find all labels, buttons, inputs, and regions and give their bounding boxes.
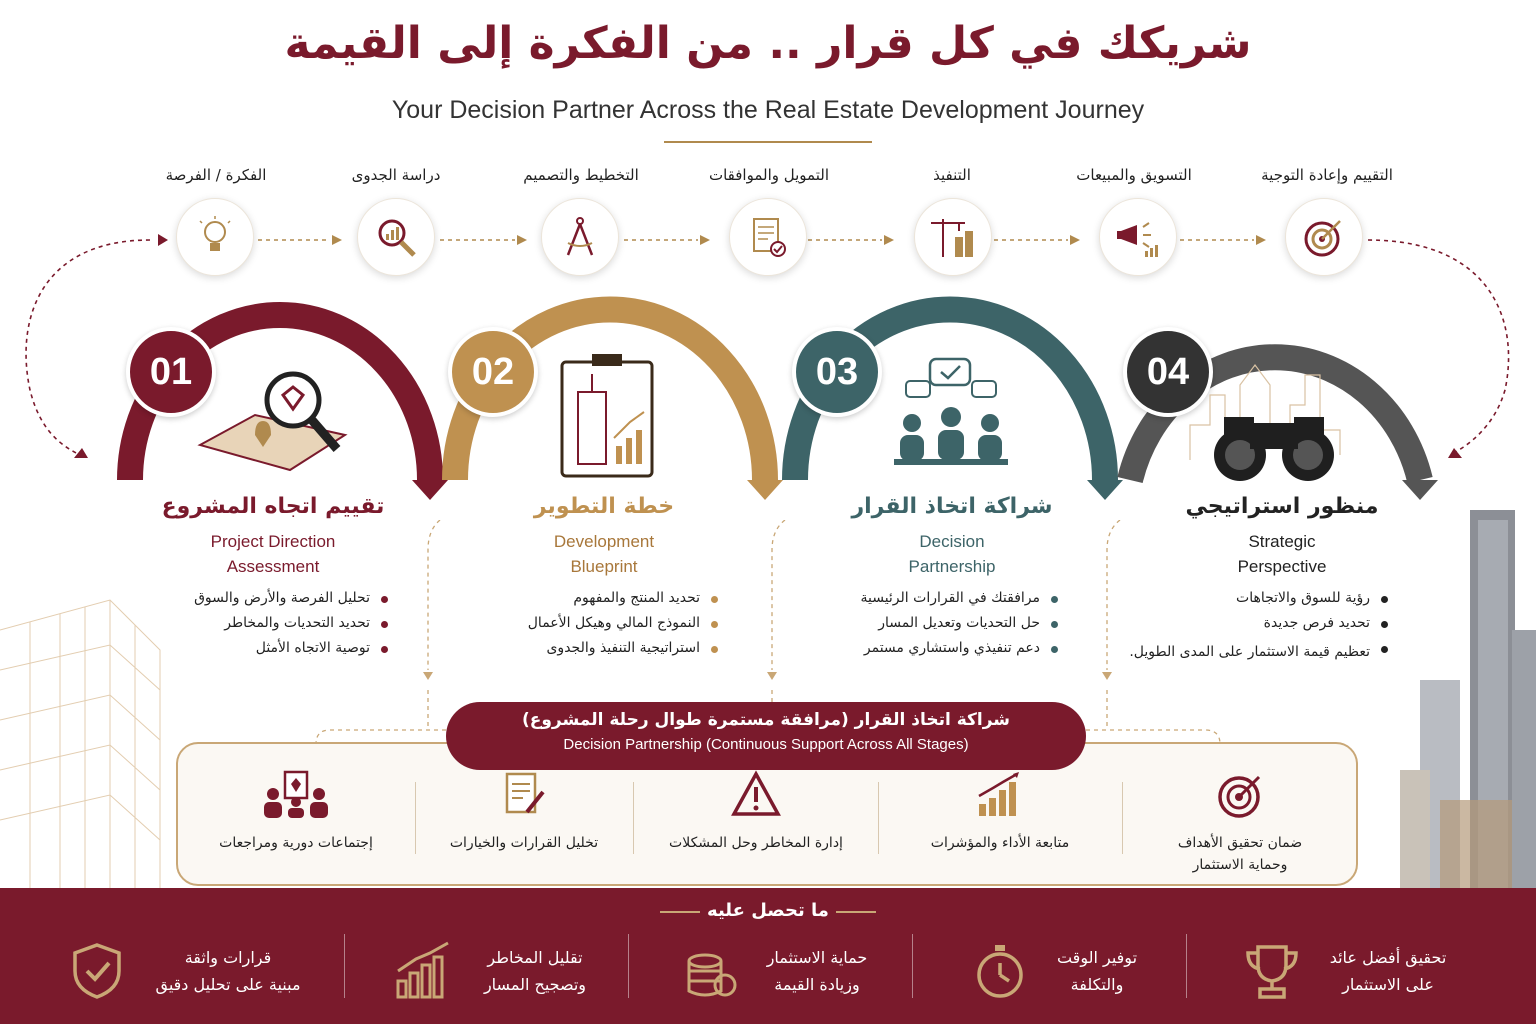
divider: [1122, 782, 1123, 854]
target-icon: [1285, 198, 1363, 276]
document-pen-icon: [499, 770, 549, 820]
step-number-02: 02: [448, 327, 538, 417]
support-header: شراكة اتخاذ القرار (مرافقة مستمرة طوال رحلة المشروع) Decision Partnership (Continuous Support Across All Stages): [446, 702, 1086, 770]
list-item: النموذج المالي وهيكل الأعمال: [430, 615, 720, 640]
shield-check-icon: [69, 941, 125, 1001]
stage-label-marketing: التسويق والمبيعات: [1076, 166, 1192, 184]
card-title-en-02: Development Blueprint: [553, 532, 655, 576]
list-item: مرافقتك في القرارات الرئيسية: [770, 590, 1060, 615]
list-item: تحديد المنتج والمفهوم: [430, 590, 720, 615]
list-item: تحليل الفرصة والأرض والسوق: [100, 590, 390, 615]
step-number-01: 01: [126, 327, 216, 417]
benefit-save-time: توفير الوقت والتكلفة: [910, 936, 1200, 1006]
coins-icon: [683, 941, 737, 1001]
trophy-icon: [1244, 941, 1300, 1001]
title-divider: [664, 141, 872, 143]
list-item: تعظيم قيمة الاستثمار على المدى الطويل.: [1100, 640, 1390, 665]
compass-icon: [541, 198, 619, 276]
stage-label-execution: التنفيذ: [933, 166, 971, 184]
support-item-risks: إدارة المخاطر وحل المشكلات: [646, 770, 866, 854]
clipboard-building-icon: [558, 352, 658, 478]
list-item: تحديد التحديات والمخاطر: [100, 615, 390, 640]
step-number-04: 04: [1123, 327, 1213, 417]
page-title-en: Your Decision Partner Across the Real Estate Development Journey: [391, 96, 1145, 124]
list-item: رؤية للسوق والاتجاهات: [1100, 590, 1390, 615]
card-title-en-01: Project Direction Assessment: [210, 532, 336, 576]
list-item: توصية الاتجاه الأمثل: [100, 640, 390, 665]
support-item-decisions: تخليل القرارات والخيارات: [414, 770, 634, 854]
crane-icon: [914, 198, 992, 276]
card-title-ar-04: منظور استراتيجي: [1185, 494, 1379, 519]
benefit-confident-decisions: قرارات واثقة مبنية على تحليل دقيق: [40, 936, 330, 1006]
stage-label-financing: التمويل والموافقات: [708, 166, 829, 184]
support-item-meetings: إجتماعات دورية ومراجعات: [186, 770, 406, 854]
target-icon: [1215, 770, 1265, 820]
stage-label-feasibility: دراسة الجدوى: [351, 166, 441, 184]
stage-label-evaluation: التقييم وإعادة التوجية: [1261, 166, 1393, 184]
bar-chart-icon: [975, 770, 1025, 820]
list-item: حل التحديات وتعديل المسار: [770, 615, 1060, 640]
magnifier-chart-icon: [357, 198, 435, 276]
benefit-reduce-risks: تقليل المخاطر وتصجيح المسار: [345, 936, 635, 1006]
benefits-title: ما تحصل عليه: [707, 900, 829, 921]
benefit-best-return: تحقيق أفضل عائد على الاستثمار: [1200, 936, 1490, 1006]
card-title-en-03: Decision Partnership: [908, 532, 996, 576]
card-title-ar-01: تقييم اتجاه المشروع: [161, 494, 385, 519]
stage-label-idea: الفكرة / الفرصة: [165, 166, 267, 184]
team-meeting-icon: [886, 355, 1016, 477]
support-item-performance: متابعة الأداء والمؤشرات: [890, 770, 1110, 854]
growth-chart-icon: [394, 941, 454, 1001]
card-title-ar-03: شراكة اتخاذ القرار: [851, 494, 1053, 519]
meeting-icon: [261, 770, 331, 820]
list-item: استراتيجية التنفيذ والجدوى: [430, 640, 720, 665]
lightbulb-icon: [176, 198, 254, 276]
stopwatch-icon: [973, 941, 1027, 1001]
step-number-03: 03: [792, 327, 882, 417]
divider: [878, 782, 879, 854]
support-item-goals: ضمان تحقيق الأهداف وحماية الاستثمار: [1130, 770, 1350, 876]
document-check-icon: [729, 198, 807, 276]
binoculars-icon: [1180, 355, 1370, 485]
list-item: تحديد فرص جديدة: [1100, 615, 1390, 640]
page-title-ar: شريكك في كل قرار .. من الفكرة إلى القيمة: [284, 18, 1252, 69]
benefit-protect-investment: حماية الاستثمار وزيادة القيمة: [630, 936, 920, 1006]
stage-label-planning: التخطيط والتصميم: [523, 166, 639, 184]
warning-icon: [731, 770, 781, 820]
card-title-ar-02: خطة التطوير: [533, 494, 675, 519]
map-magnifier-icon: [195, 365, 355, 475]
card-title-en-04: Strategic Perspective: [1237, 532, 1327, 576]
megaphone-icon: [1099, 198, 1177, 276]
list-item: دعم تنفيذي واستشاري مستمر: [770, 640, 1060, 665]
